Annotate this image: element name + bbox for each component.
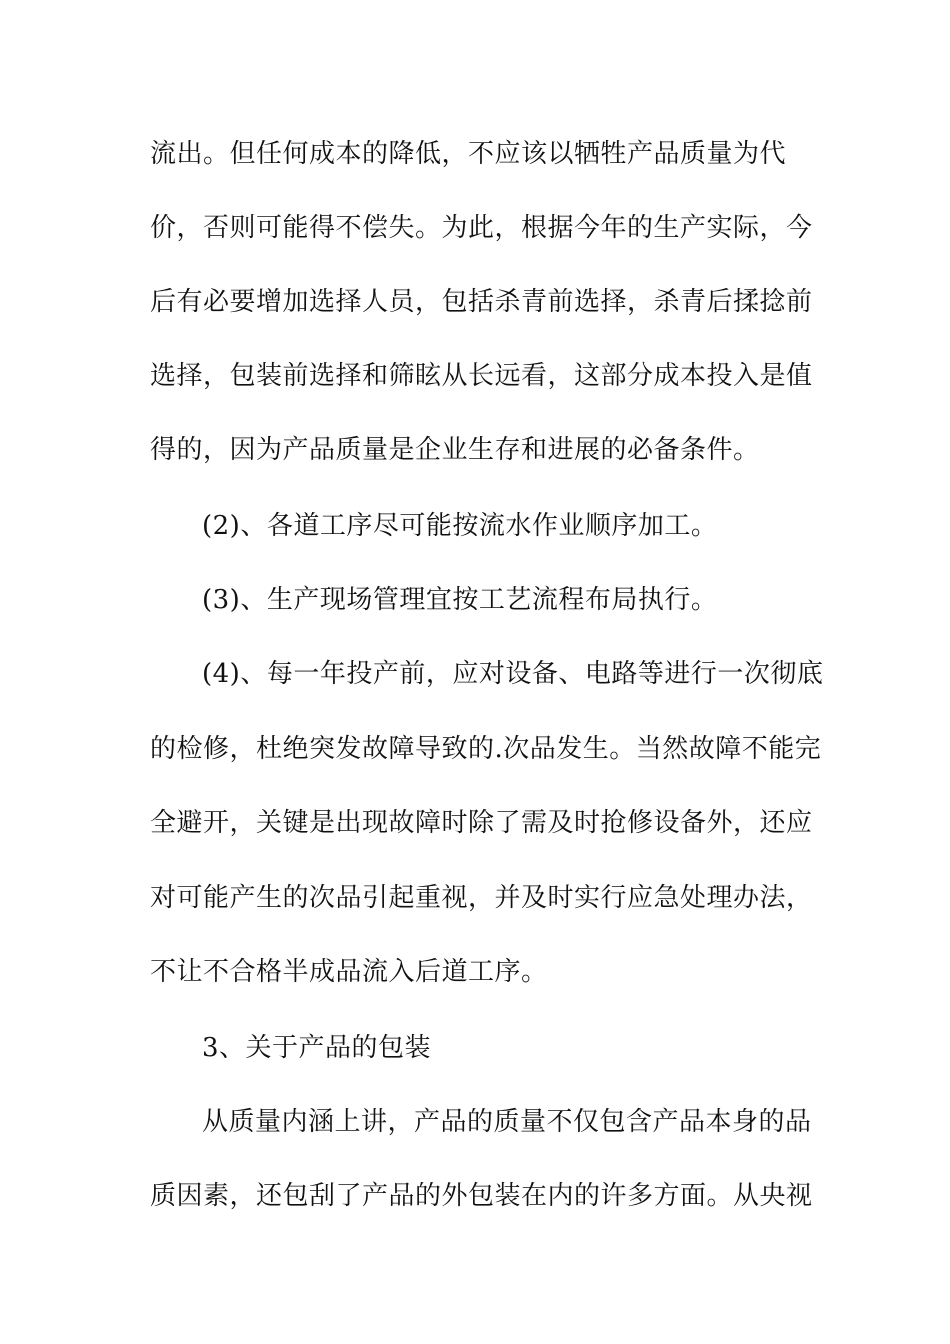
text-line: 价，否则可能得不偿失。为此，根据今年的生产实际，今: [150, 213, 813, 243]
text-line: 对可能产生的次品引起重视，并及时实行应急处理办法，: [150, 883, 813, 913]
text-line: 流出。但任何成本的降低，不应该以牺牲产品质量为代: [150, 139, 787, 169]
text-line: 后有必要增加选择人员，包括杀青前选择，杀青后揉捻前: [150, 287, 813, 317]
text-line: 不让不合格半成品流入后道工序。: [150, 957, 548, 987]
text-line: 的检修，杜绝突发故障导致的.次品发生。当然故障不能完: [150, 734, 822, 764]
paragraph-start: 从质量内涵上讲，产品的质量不仅包含产品本身的品: [202, 1107, 812, 1137]
section-heading: 3、关于产品的包装: [202, 1033, 432, 1063]
text-line: 选择，包装前选择和筛眩从长远看，这部分成本投入是值: [150, 361, 813, 391]
text-line: 全避开，关键是出现故障时除了需及时抢修设备外，还应: [150, 808, 813, 838]
list-item-2: (2)、各道工序尽可能按流水作业顺序加工。: [202, 511, 718, 541]
list-item-4: (4)、每一年投产前，应对设备、电路等进行一次彻底: [202, 659, 824, 689]
text-line: 得的，因为产品质量是企业生存和进展的必备条件。: [150, 435, 760, 465]
text-line: 质因素，还包刮了产品的外包装在内的许多方面。从央视: [150, 1181, 813, 1211]
list-item-3: (3)、生产现场管理宜按工艺流程布局执行。: [202, 585, 718, 615]
